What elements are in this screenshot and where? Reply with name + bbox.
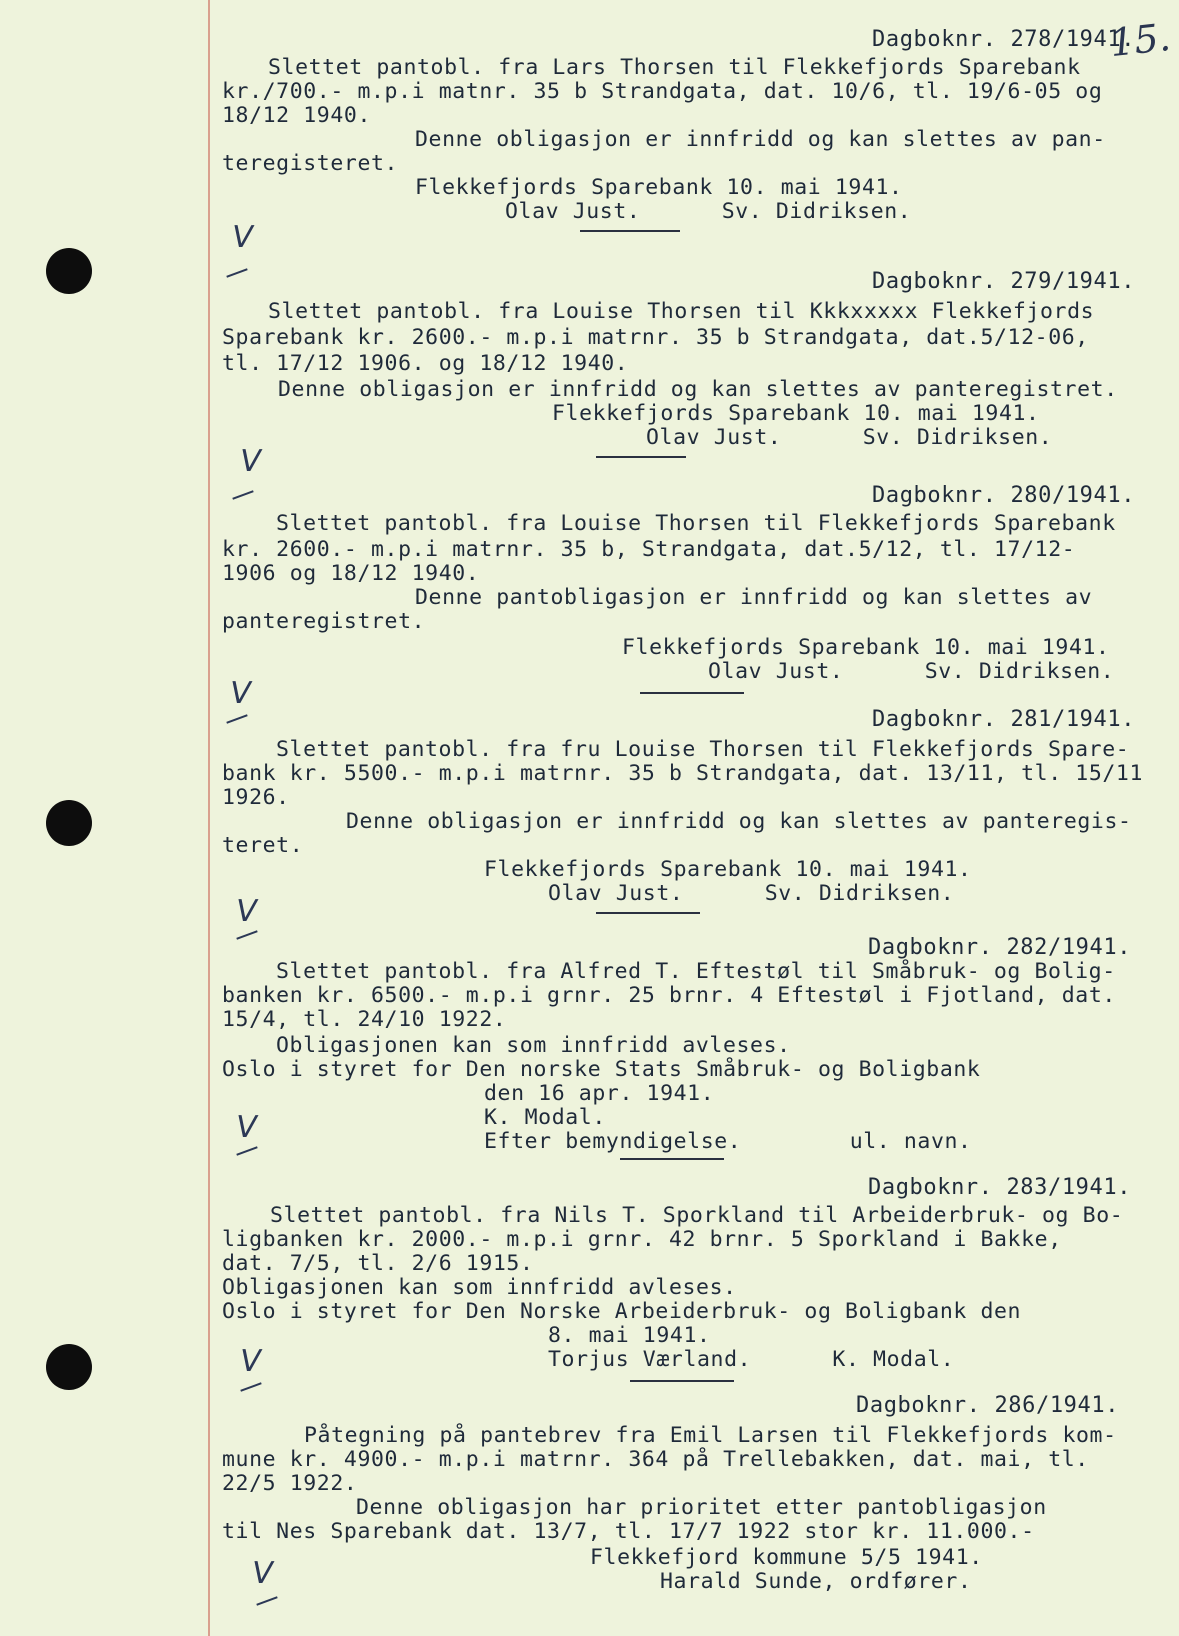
dagboknr-286: Dagboknr. 286/1941. [856, 1393, 1120, 1418]
tick-mark-280 [226, 714, 247, 723]
entry-282-line-6: den 16 apr. 1941. [484, 1081, 715, 1106]
entry-283-line-6: 8. mai 1941. [548, 1323, 711, 1348]
entry-281-line-5: teret. [222, 833, 304, 858]
entry-283-line-2: ligbanken kr. 2000.- m.p.i grnr. 42 brnr. 5 Sporkland i Bakke, [222, 1227, 1062, 1252]
entry-283-line-5: Oslo i styret for Den Norske Arbeiderbruk- og Boligbank den [222, 1299, 1022, 1324]
punch-hole-bottom [46, 1344, 92, 1390]
tick-mark-283 [240, 1382, 261, 1391]
entry-280-line-5: panteregistret. [222, 609, 426, 634]
entry-278-line-3: 18/12 1940. [222, 103, 371, 128]
entry-279-line-5: Flekkefjords Sparebank 10. mai 1941. [552, 401, 1040, 426]
margin-rule [208, 0, 210, 1636]
entry-279-line-1: Slettet pantobl. fra Louise Thorsen til Kkkxxxxx Flekkefjords [268, 299, 1095, 324]
entry-281-line-4: Denne obligasjon er innfridd og kan slettes av panteregis- [346, 809, 1132, 834]
checkmark-283: V [236, 1344, 264, 1379]
entry-280-line-3: 1906 og 18/12 1940. [222, 561, 480, 586]
entry-283-line-1: Slettet pantobl. fra Nils T. Sporkland til Arbeiderbruk- og Bo- [270, 1203, 1124, 1228]
entry-282-line-4: Obligasjonen kan som innfridd avleses. [276, 1033, 791, 1058]
dagboknr-280: Dagboknr. 280/1941. [872, 483, 1136, 508]
entry-283-line-4: Obligasjonen kan som innfridd avleses. [222, 1275, 737, 1300]
entry-279-line-3: tl. 17/12 1906. og 18/12 1940. [222, 351, 629, 376]
entry-280-line-1: Slettet pantobl. fra Louise Thorsen til Flekkefjords Sparebank [276, 511, 1116, 536]
checkmark-286: V [248, 1556, 276, 1591]
entry-278-line-7: Olav Just. Sv. Didriksen. [505, 199, 912, 224]
entry-279-line-4: Denne obligasjon er innfridd og kan slettes av panteregistret. [278, 377, 1118, 402]
entry-286-line-1: Påtegning på pantebrev fra Emil Larsen til Flekkefjords kom- [304, 1423, 1117, 1448]
separator-278 [580, 230, 680, 232]
tick-mark-278 [226, 268, 247, 277]
entry-282-line-8: Efter bemyndigelse. ul. navn. [484, 1129, 972, 1154]
entry-282-line-3: 15/4, tl. 24/10 1922. [222, 1007, 507, 1032]
entry-286-line-7: Harald Sunde, ordfører. [660, 1569, 972, 1594]
entry-280-line-6: Flekkefjords Sparebank 10. mai 1941. [622, 635, 1110, 660]
separator-281 [596, 912, 700, 914]
entry-279-line-2: Sparebank kr. 2600.- m.p.i matrnr. 35 b Strandgata, dat.5/12-06, [222, 325, 1089, 350]
separator-283 [630, 1380, 734, 1382]
checkmark-279: V [236, 444, 264, 479]
dagboknr-281: Dagboknr. 281/1941. [872, 707, 1136, 732]
entry-282-line-7: K. Modal. [484, 1105, 606, 1130]
entry-286-line-2: mune kr. 4900.- m.p.i matrnr. 364 på Trellebakken, dat. mai, tl. [222, 1447, 1089, 1472]
entry-283-line-3: dat. 7/5, tl. 2/6 1915. [222, 1251, 534, 1276]
tick-mark-286 [256, 1596, 277, 1605]
entry-279-line-6: Olav Just. Sv. Didriksen. [646, 425, 1053, 450]
checkmark-280: V [226, 676, 254, 711]
entry-282-line-5: Oslo i styret for Den norske Stats Småbruk- og Boligbank [222, 1057, 981, 1082]
punch-hole-top [46, 248, 92, 294]
punch-hole-middle [46, 800, 92, 846]
dagboknr-283: Dagboknr. 283/1941. [868, 1175, 1132, 1200]
tick-mark-282 [236, 1146, 257, 1155]
dagboknr-282: Dagboknr. 282/1941. [868, 935, 1132, 960]
entry-286-line-3: 22/5 1922. [222, 1471, 358, 1496]
entry-286-line-5: til Nes Sparebank dat. 13/7, tl. 17/7 1922 stor kr. 11.000.- [222, 1519, 1035, 1544]
dagboknr-279: Dagboknr. 279/1941. [872, 269, 1136, 294]
separator-282 [620, 1158, 724, 1160]
entry-283-line-7: Torjus Værland. K. Modal. [548, 1347, 955, 1372]
entry-278-line-1: Slettet pantobl. fra Lars Thorsen til Flekkefjords Sparebank [268, 55, 1081, 80]
entry-278-line-5: teregisteret. [222, 151, 399, 176]
entry-281-line-1: Slettet pantobl. fra fru Louise Thorsen til Flekkefjords Spare- [276, 737, 1130, 762]
checkmark-278: V [228, 220, 256, 255]
tick-mark-281 [236, 930, 257, 939]
entry-282-line-1: Slettet pantobl. fra Alfred T. Eftestøl til Småbruk- og Bolig- [276, 959, 1116, 984]
entry-281-line-6: Flekkefjords Sparebank 10. mai 1941. [484, 857, 972, 882]
entry-278-line-6: Flekkefjords Sparebank 10. mai 1941. [415, 175, 903, 200]
entry-281-line-3: 1926. [222, 785, 290, 810]
separator-279 [596, 456, 686, 458]
checkmark-282: V [232, 1110, 260, 1145]
entry-280-line-7: Olav Just. Sv. Didriksen. [708, 659, 1115, 684]
separator-280 [640, 692, 744, 694]
tick-mark-279 [232, 490, 253, 499]
checkmark-281: V [232, 894, 260, 929]
entry-281-line-2: bank kr. 5500.- m.p.i matrnr. 35 b Strandgata, dat. 13/11, tl. 15/11 [222, 761, 1143, 786]
dagboknr-278: Dagboknr. 278/1941. [872, 27, 1136, 52]
entry-278-line-4: Denne obligasjon er innfridd og kan slettes av pan- [415, 127, 1106, 152]
entry-280-line-4: Denne pantobligasjon er innfridd og kan slettes av [415, 585, 1093, 610]
entry-282-line-2: banken kr. 6500.- m.p.i grnr. 25 brnr. 4 Eftestøl i Fjotland, dat. [222, 983, 1116, 1008]
entry-281-line-7: Olav Just. Sv. Didriksen. [548, 881, 955, 906]
page-number: 15. [1107, 14, 1173, 66]
entry-286-line-4: Denne obligasjon har prioritet etter pantobligasjon [356, 1495, 1047, 1520]
entry-286-line-6: Flekkefjord kommune 5/5 1941. [590, 1545, 983, 1570]
entry-278-line-2: kr./700.- m.p.i matnr. 35 b Strandgata, dat. 10/6, tl. 19/6-05 og [222, 79, 1103, 104]
entry-280-line-2: kr. 2600.- m.p.i matrnr. 35 b, Strandgata, dat.5/12, tl. 17/12- [222, 537, 1076, 562]
